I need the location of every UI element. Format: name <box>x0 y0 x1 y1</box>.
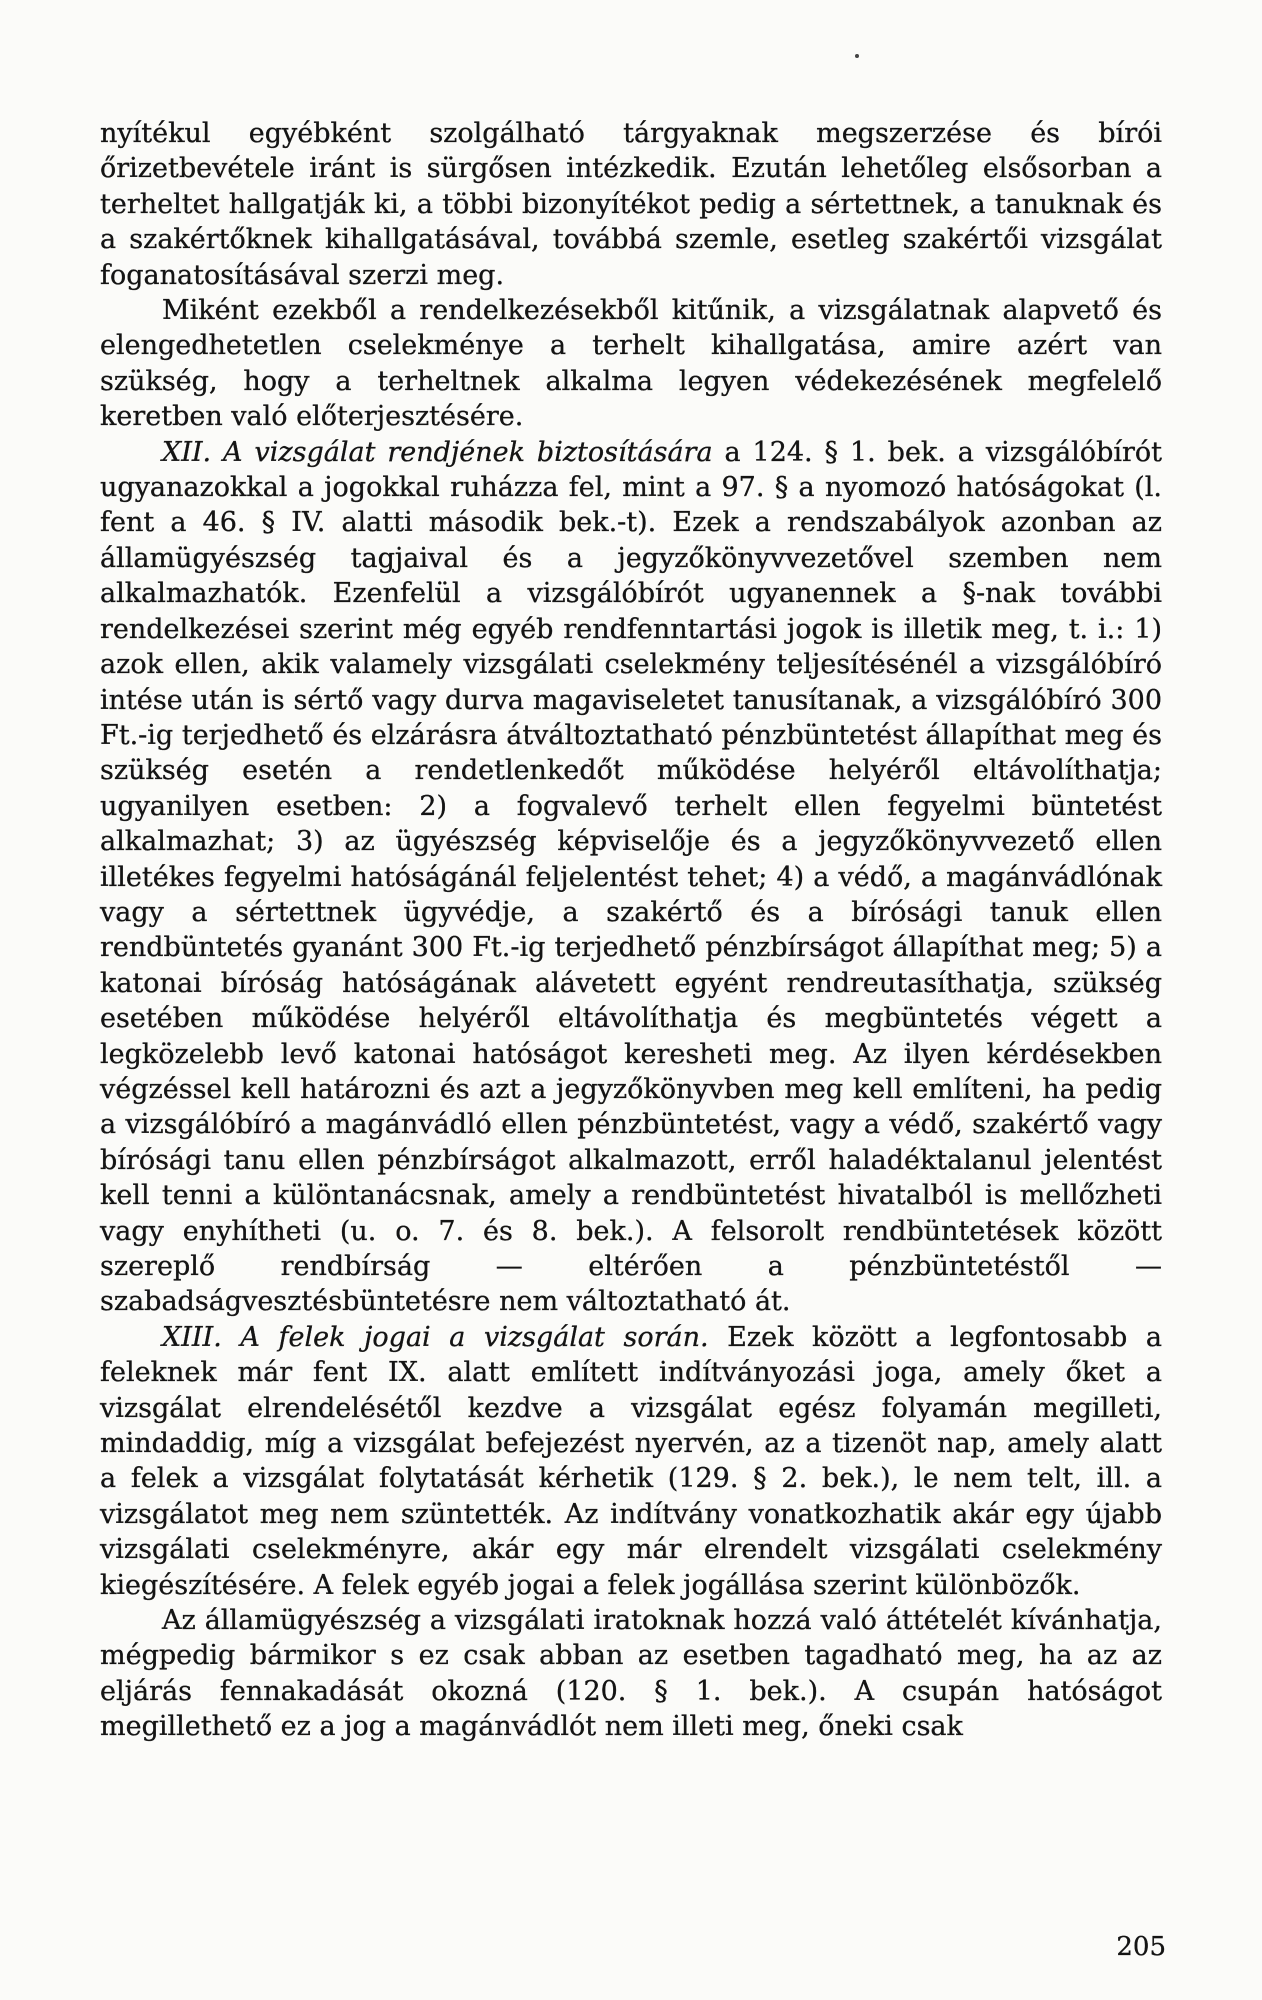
paragraph-1-text: nyítékul egyébként szolgálható tárgyaknak megszerzése és bírói őrizetbevétele iránt is sürgősen intézkedik. Ezután lehetőleg elsősorban a terheltet hallgatják ki, a többi bizonyítékot pedig a sértettnek, a tanuknak és a szakértőknek kihallgatásával, továbbá szemle, esetleg szakértői vizsgálat foganatosításával szerzi meg. <box>100 118 1162 291</box>
body-text <box>100 116 1162 1745</box>
paragraph-5-text: Az államügyészség a vizsgálati iratoknak hozzá való áttételét kívánhatja, mégpedig bármikor s ez csak abban az esetben tagadható meg, ha az az eljárás fennakadását okozná (120. § 1. bek.). A csupán hatóságot megillethető ez a jog a magánvádlót nem illeti meg, őneki csak <box>100 1605 1162 1743</box>
paragraph-3 <box>100 435 1162 1320</box>
paragraph-3-text: a 124. § 1. bek. a vizsgálóbírót ugyanazokkal a jogokkal ruházza fel, mint a 97. § a nyomozó hatóságokat (l. fent a 46. § IV. alatti második bek.-t). Ezek a rendszabályok azonban az államügyészség tagjaival és a jegyzőkönyvvezetővel szemben nem alkalmazhatók. Ezenfelül a vizsgálóbírót ugyanennek a §-nak további rendelkezései szerint még egyéb rendfenntartási jogok is illetik meg, t. i.: 1) azok ellen, akik valamely vizsgálati cselekmény teljesítésénél a vizsgálóbíró intése után is sértő vagy durva magaviseletet tanusítanak, a vizsgálóbíró 300 Ft.-ig terjedhető és elzárásra átváltoztatható pénzbüntetést állapíthat meg és szükség esetén a rendetlenkedőt működése helyéről eltávolíthatja; ugyanilyen esetben: 2) a fogvalevő terhelt ellen fegyelmi büntetést alkalmazhat; 3) az ügyészség képviselője és a jegyzőkönyvvezető ellen illetékes fegyelmi hatóságánál feljelentést tehet; 4) a védő, a magánvádlónak vagy a sértettnek ügyvédje, a szakértő és a bírósági tanuk ellen rendbüntetés gyanánt 300 Ft.-ig terjedhető pénzbírságot állapíthat meg; 5) a katonai bíróság hatóságának alávetett egyént rendreutasíthatja, szükség esetében működése helyéről eltávolíthatja és megbüntetés végett a legközelebb levő katonai hatóságot keresheti meg. Az ilyen kérdésekben végzéssel kell határozni és azt a jegyzőkönyvben meg kell említeni, ha pedig a vizsgálóbíró a magánvádló ellen pénzbüntetést, vagy a védő, szakértő vagy bírósági tanu ellen pénzbírságot alkalmazott, erről haladéktalanul jelentést kell tenni a különtanácsnak, amely a rendbüntetést hivatalból is mellőzheti vagy enyhítheti (u. o. 7. és 8. bek.). A felsorolt rendbüntetések között szereplő rendbírság — eltérően a pénzbüntetéstől — szabadságvesztésbüntetésre nem változtatható át. <box>100 436 1162 1318</box>
paragraph-1 <box>100 116 1162 293</box>
paragraph-4 <box>100 1320 1162 1603</box>
page-number: 205 <box>1116 1932 1166 1962</box>
paragraph-5 <box>100 1603 1162 1745</box>
scan-speck <box>855 54 859 58</box>
paragraph-4-text: Ezek között a legfontosabb a feleknek már fent IX. alatt említett indítványozási joga, amely őket a vizsgálat elrendelésétől kezdve a vizsgálat egész folyamán megilleti, mindaddig, míg a vizsgálat befejezést nyervén, az a tizenöt nap, amely alatt a felek a vizsgálat folytatását kérhetik (129. § 2. bek.), le nem telt, ill. a vizsgálatot meg nem szüntették. Az indítvány vonatkozhatik akár egy újabb vizsgálati cselekményre, akár egy már elrendelt vizsgálati cselekmény kiegészítésére. A felek egyéb jogai a felek jogállása szerint különbözők. <box>100 1321 1162 1601</box>
section-xiii-heading: XIII. A felek jogai a vizsgálat során. <box>162 1321 709 1353</box>
section-xii-heading: XII. A vizsgálat rendjének biztosítására <box>162 436 713 468</box>
paragraph-2 <box>100 293 1162 435</box>
paragraph-2-text: Miként ezekből a rendelkezésekből kitűnik, a vizsgálatnak alapvető és elengedhetetlen cselekménye a terhelt kihallgatása, amire azért van szükség, hogy a terheltnek alkalma legyen védekezésének megfelelő keretben való előterjesztésére. <box>100 295 1162 433</box>
